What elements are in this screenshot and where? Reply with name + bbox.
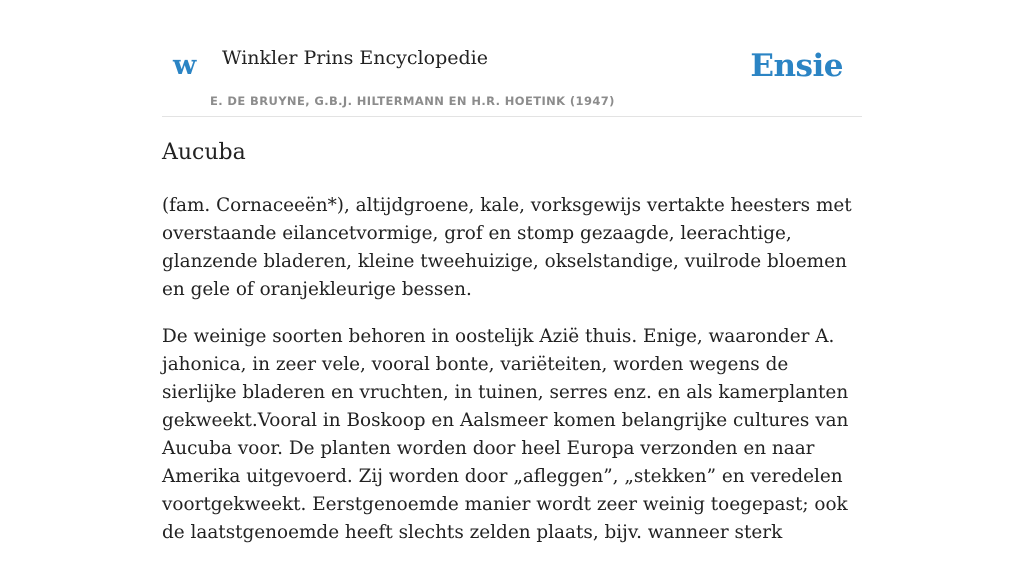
article-paragraph: (fam. Cornaceeën*), altijdgroene, kale, vorksgewijs vertakte heesters met overstaande eilancetvormige, grof en stomp gezaagde, leerachtige, glanzende bladeren, kleine tweehuizige, okselstandige, vuilrode bloemen en gele of oranjekleurige bessen. — [162, 195, 852, 300]
authors-line: E. DE BRUYNE, G.B.J. HILTERMANN EN H.R. HOETINK (1947) — [210, 94, 615, 108]
site-title[interactable]: Winkler Prins Encyclopedie — [222, 47, 488, 69]
article-body — [162, 192, 862, 566]
article-paragraph: De weinige soorten behoren in oostelijk Azië thuis. Enige, waaronder A. jahonica, in zeer vele, vooral bonte, variëteiten, worden wegens de sierlijke bladeren en vruchten, in tuinen, serres enz. en als kamerplanten gekweekt.Vooral in Boskoop en Aalsmeer komen belangrijke cultures van Aucuba voor. De planten worden door heel Europa verzonden en naar Amerika uitgevoerd. Zij worden door „afleggen”, „stekken” en veredelen voortgekweekt. Eerstgenoemde manier wordt zeer weinig toegepast; ook de laatstgenoemde heeft slechts zelden plaats, bijv. wanneer sterk — [162, 326, 849, 543]
site-logo-icon[interactable]: w — [173, 50, 197, 81]
brand-logo[interactable]: Ensie — [750, 48, 843, 84]
article-title: Aucuba — [162, 140, 246, 165]
site-header — [162, 0, 862, 117]
page — [162, 0, 862, 543]
